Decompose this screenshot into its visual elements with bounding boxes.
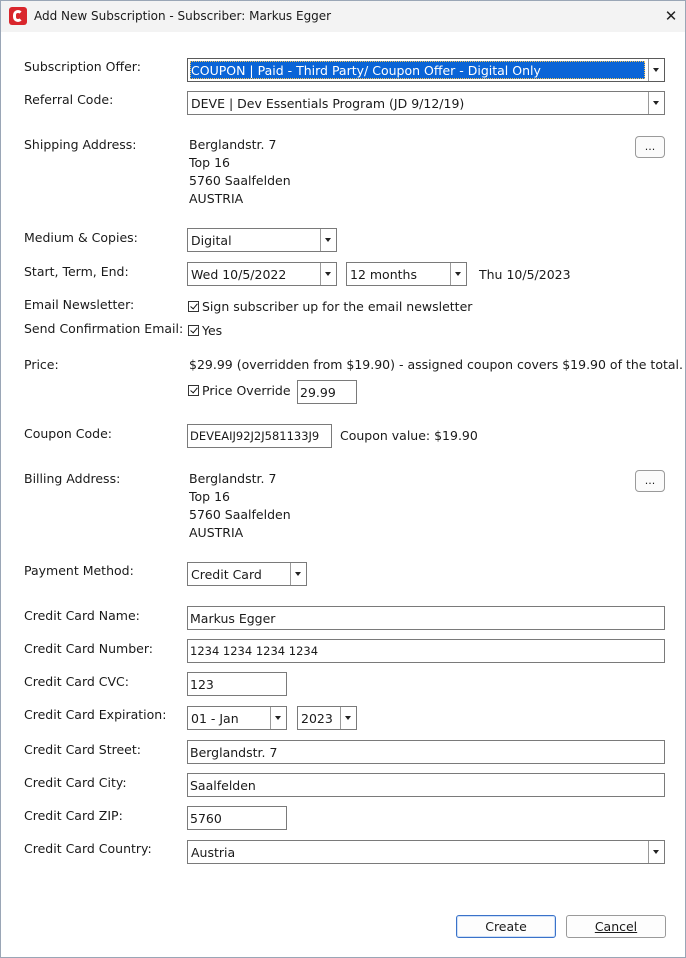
- cc-zip-value: 5760: [190, 811, 222, 826]
- chevron-down-icon[interactable]: [648, 92, 664, 114]
- price-override-value: 29.99: [300, 385, 336, 400]
- coupon-code-input[interactable]: [187, 424, 332, 448]
- subscription-offer-value: COUPON | Paid - Third Party/ Coupon Offer - Digital Only: [191, 63, 541, 78]
- chevron-down-icon[interactable]: [270, 707, 286, 729]
- cc-zip-label: Credit Card ZIP:: [24, 808, 123, 823]
- cc-expiration-label: Credit Card Expiration:: [24, 707, 167, 722]
- price-override-label[interactable]: Price Override: [202, 383, 291, 398]
- referral-code-select[interactable]: [187, 91, 665, 115]
- cc-street-value: Berglandstr. 7: [190, 745, 278, 760]
- chevron-down-icon[interactable]: [290, 563, 306, 585]
- payment-method-select[interactable]: [187, 562, 307, 586]
- chevron-down-icon[interactable]: [320, 263, 336, 285]
- chevron-down-icon[interactable]: [648, 841, 664, 863]
- billing-address-line1: Berglandstr. 7: [189, 471, 277, 486]
- medium-value: Digital: [191, 233, 232, 248]
- email-newsletter-label: Email Newsletter:: [24, 297, 135, 312]
- cc-number-value: 1234 1234 1234 1234: [190, 644, 319, 658]
- price-override-checkbox[interactable]: [188, 385, 199, 396]
- cc-city-input[interactable]: [187, 773, 665, 797]
- email-newsletter-checkbox[interactable]: [188, 301, 199, 312]
- cc-number-label: Credit Card Number:: [24, 641, 153, 656]
- chevron-down-icon[interactable]: [340, 707, 356, 729]
- cc-exp-month-value: 01 - Jan: [191, 711, 239, 726]
- start-date-value: Wed 10/5/2022: [191, 267, 287, 282]
- chevron-down-icon[interactable]: [648, 59, 664, 81]
- start-term-end-label: Start, Term, End:: [24, 264, 129, 279]
- start-date-picker[interactable]: [187, 262, 337, 286]
- coupon-code-value: DEVEAIJ92J2J581133J9: [190, 429, 320, 443]
- cc-cvc-input[interactable]: [187, 672, 287, 696]
- referral-code-value: DEVE | Dev Essentials Program (JD 9/12/19): [191, 96, 465, 111]
- price-text: $29.99 (overridden from $19.90) - assigned coupon covers $19.90 of the total.: [189, 357, 683, 372]
- cc-cvc-value: 123: [190, 677, 214, 692]
- coupon-code-label: Coupon Code:: [24, 426, 112, 441]
- referral-code-label: Referral Code:: [24, 92, 114, 107]
- cc-exp-year-select[interactable]: [297, 706, 357, 730]
- send-confirmation-text[interactable]: Yes: [202, 323, 223, 338]
- email-newsletter-text[interactable]: Sign subscriber up for the email newsletter: [202, 299, 473, 314]
- title-bar: [1, 1, 685, 32]
- cancel-button[interactable]: [566, 915, 666, 938]
- billing-address-line3: 5760 Saalfelden: [189, 507, 291, 522]
- subscription-offer-select[interactable]: [187, 58, 665, 82]
- cc-name-input[interactable]: [187, 606, 665, 630]
- payment-method-label: Payment Method:: [24, 563, 134, 578]
- cancel-button-label: Cancel: [594, 919, 638, 934]
- create-button[interactable]: Create: [456, 915, 556, 938]
- send-confirmation-label: Send Confirmation Email:: [24, 321, 184, 336]
- price-override-input[interactable]: [297, 380, 357, 404]
- billing-address-line4: AUSTRIA: [189, 525, 244, 540]
- cc-street-label: Credit Card Street:: [24, 742, 141, 757]
- close-icon[interactable]: ✕: [664, 7, 678, 25]
- shipping-address-line1: Berglandstr. 7: [189, 137, 277, 152]
- cc-country-label: Credit Card Country:: [24, 841, 152, 856]
- medium-select[interactable]: [187, 228, 337, 252]
- end-date-text: Thu 10/5/2023: [479, 267, 571, 282]
- edit-billing-address-button[interactable]: ...: [635, 470, 665, 492]
- cc-country-value: Austria: [191, 845, 236, 860]
- window-title: Add New Subscription - Subscriber: Markus Egger: [34, 9, 332, 23]
- send-confirmation-checkbox[interactable]: [188, 325, 199, 336]
- cc-number-input[interactable]: [187, 639, 665, 663]
- cc-name-label: Credit Card Name:: [24, 608, 140, 623]
- billing-address-label: Billing Address:: [24, 471, 121, 486]
- app-logo-icon: [9, 7, 27, 25]
- chevron-down-icon[interactable]: [450, 263, 466, 285]
- cc-exp-year-value: 2023: [301, 711, 333, 726]
- cc-zip-input[interactable]: [187, 806, 287, 830]
- cc-exp-month-select[interactable]: [187, 706, 287, 730]
- cc-city-value: Saalfelden: [190, 778, 256, 793]
- billing-address-line2: Top 16: [189, 489, 230, 504]
- term-value: 12 months: [350, 267, 417, 282]
- shipping-address-line2: Top 16: [189, 155, 230, 170]
- chevron-down-icon[interactable]: [320, 229, 336, 251]
- cc-name-value: Markus Egger: [190, 611, 276, 626]
- shipping-address-label: Shipping Address:: [24, 137, 137, 152]
- payment-method-value: Credit Card: [191, 567, 262, 582]
- subscription-offer-label: Subscription Offer:: [24, 59, 141, 74]
- medium-copies-label: Medium & Copies:: [24, 230, 138, 245]
- cc-city-label: Credit Card City:: [24, 775, 127, 790]
- price-label: Price:: [24, 357, 59, 372]
- edit-shipping-address-button[interactable]: ...: [635, 136, 665, 158]
- cc-cvc-label: Credit Card CVC:: [24, 674, 129, 689]
- cc-street-input[interactable]: [187, 740, 665, 764]
- shipping-address-line3: 5760 Saalfelden: [189, 173, 291, 188]
- cc-country-select[interactable]: [187, 840, 665, 864]
- term-select[interactable]: [346, 262, 467, 286]
- coupon-value-text: Coupon value: $19.90: [340, 428, 478, 443]
- shipping-address-line4: AUSTRIA: [189, 191, 244, 206]
